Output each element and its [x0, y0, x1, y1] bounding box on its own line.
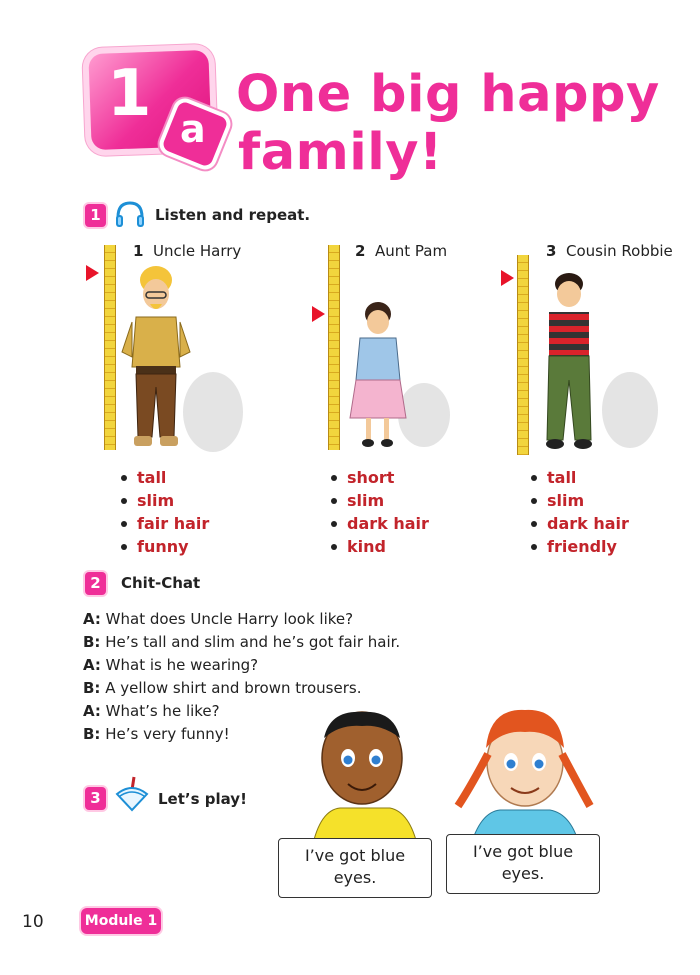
speech-card-2 — [446, 834, 600, 894]
section-number-2: 2 — [85, 572, 106, 595]
module-tab: Module 1 — [81, 908, 161, 934]
trait: friendly — [531, 535, 629, 558]
height-marker-2 — [312, 306, 325, 322]
page-title — [236, 66, 676, 182]
unit-letter: a — [180, 107, 206, 151]
page-title-line2: family! — [238, 123, 443, 182]
height-marker-3 — [501, 270, 514, 286]
character-caption-3: 3 Cousin Robbie — [546, 242, 673, 260]
trait: slim — [531, 489, 629, 512]
character-name: Cousin Robbie — [565, 242, 673, 260]
aunt-pam-illustration — [344, 300, 454, 464]
unit-number: 1 — [107, 57, 152, 131]
spinning-top-icon — [112, 774, 152, 818]
card-line2: eyes. — [501, 864, 545, 883]
cousin-robbie-illustration — [535, 270, 665, 464]
height-marker-1 — [86, 265, 99, 281]
page-number: 10 — [22, 912, 44, 932]
dialogue-line: B: He’s very funny! — [83, 725, 230, 743]
trait: fair hair — [121, 512, 209, 535]
trait: tall — [121, 466, 209, 489]
trait: funny — [121, 535, 209, 558]
height-ruler-3 — [517, 255, 529, 455]
dialogue-line: B: A yellow shirt and brown trousers. — [83, 679, 362, 697]
trait: dark hair — [531, 512, 629, 535]
trait-list-3 — [531, 466, 629, 558]
character-caption-1: 1 Uncle Harry — [133, 242, 242, 260]
trait: dark hair — [331, 512, 429, 535]
character-caption-2: 2 Aunt Pam — [355, 242, 448, 260]
speech-card-1 — [278, 838, 432, 898]
section-title-lets-play: Let’s play! — [158, 790, 247, 808]
children-illustration — [290, 708, 620, 852]
trait: slim — [121, 489, 209, 512]
dialogue-line: A: What is he wearing? — [83, 656, 259, 674]
section-title-listen: Listen and repeat. — [155, 206, 311, 224]
dialogue-line: A: What does Uncle Harry look like? — [83, 610, 354, 628]
card-line2: eyes. — [333, 868, 377, 887]
dialogue-line: B: He’s tall and slim and he’s got fair hair. — [83, 633, 401, 651]
trait: slim — [331, 489, 429, 512]
character-name: Uncle Harry — [152, 242, 242, 260]
character-name: Aunt Pam — [374, 242, 448, 260]
card-line1: I’ve got blue — [304, 846, 406, 865]
trait-list-2 — [331, 466, 429, 558]
section-title-chit-chat: Chit-Chat — [121, 574, 201, 592]
page-title-line1: One big happy — [236, 65, 660, 124]
trait: kind — [331, 535, 429, 558]
section-number-3: 3 — [85, 787, 106, 810]
trait-list-1 — [121, 466, 209, 558]
height-ruler-1 — [104, 245, 116, 450]
card-line1: I’ve got blue — [472, 842, 574, 861]
dialogue-line: A: What’s he like? — [83, 702, 220, 720]
height-ruler-2 — [328, 245, 340, 450]
headphones-icon[interactable] — [113, 197, 147, 235]
uncle-harry-illustration — [118, 262, 248, 466]
trait: short — [331, 466, 429, 489]
trait: tall — [531, 466, 629, 489]
section-number-1: 1 — [85, 204, 106, 227]
